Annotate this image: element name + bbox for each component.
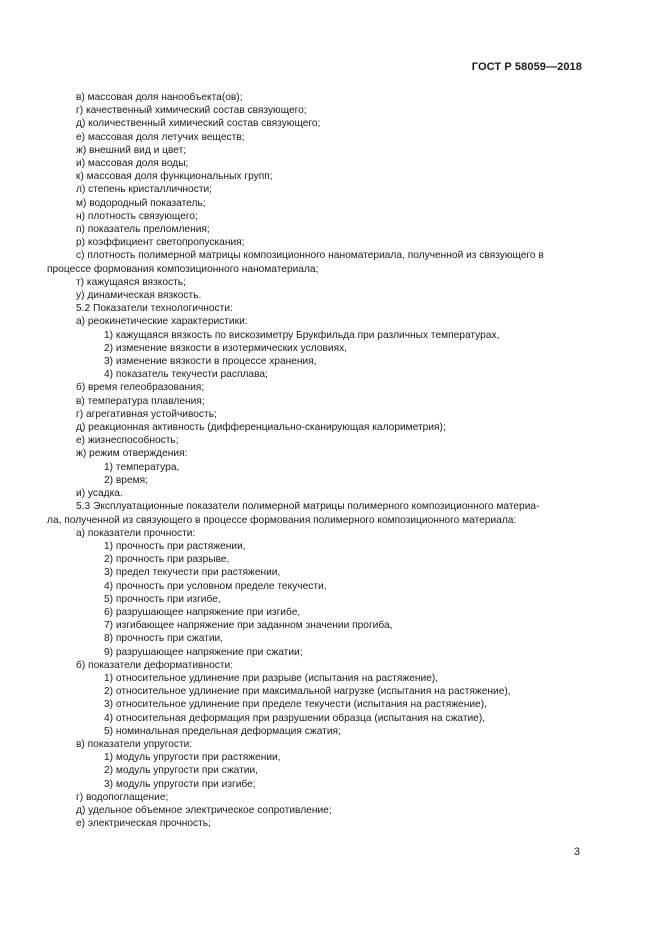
- paragraph: [0, 249, 661, 275]
- sub-list-item: 3) изменение вязкости в процессе хранения,: [104, 356, 317, 368]
- sub-list-item: 4) прочность при условном пределе текучести,: [104, 580, 327, 592]
- list-item: в) массовая доля нанообъекта(ов);: [76, 92, 243, 103]
- sub-list-item: 1) прочность при растяжении,: [104, 540, 246, 552]
- list-item: ж) внешний вид и цвет;: [76, 144, 187, 156]
- list-item: б) показатели деформативности:: [76, 659, 234, 671]
- paragraph: [0, 500, 661, 526]
- sub-list-item: 4) относительная деформация при разрушении образца (испытания на сжатие),: [104, 712, 486, 724]
- sub-list-item: 3) предел текучести при растяжении,: [104, 567, 281, 579]
- list-item: г) агрегативная устойчивость;: [76, 408, 217, 420]
- sub-list-item: 7) изгибающее напряжение при заданном значении прогиба,: [104, 620, 393, 632]
- list-item: у) динамическая вязкость.: [76, 290, 202, 302]
- list-item: е) жизнеспособность;: [76, 435, 179, 447]
- paragraph-continuation-line: ла, полученной из связующего в процессе формования полимерного композиционного материала:: [47, 514, 517, 526]
- sub-list-item: 9) разрушающее напряжение при сжатии;: [104, 646, 303, 658]
- list-item: р) коэффициент светопропускания;: [76, 237, 245, 249]
- list-item: а) реокинетические характеристики:: [76, 316, 248, 328]
- sub-list-item: 2) прочность при разрыве,: [104, 554, 230, 566]
- sub-list-item: 2) время;: [104, 474, 148, 486]
- list-item: в) показатели упругости:: [76, 738, 193, 750]
- sub-list-item: 3) модуль упругости при изгибе;: [104, 778, 256, 790]
- list-item: г) качественный химический состав связующего;: [76, 105, 307, 117]
- list-item: п) показатель преломления;: [76, 224, 210, 236]
- document-header-standard-number: ГОСТ Р 58059—2018: [471, 61, 582, 73]
- list-item: в) температура плавления;: [76, 395, 205, 407]
- list-item: и) массовая доля воды;: [76, 158, 189, 170]
- sub-list-item: 2) изменение вязкости в изотермических условиях,: [104, 342, 348, 354]
- list-item: е) массовая доля летучих веществ;: [76, 131, 245, 143]
- page-number: 3: [573, 846, 580, 858]
- list-item: м) водородный показатель;: [76, 197, 206, 209]
- sub-list-item: 1) модуль упругости при растяжении,: [104, 752, 281, 764]
- list-item: г) водопоглащение;: [76, 791, 169, 803]
- paragraph-line: 5.3 Эксплуатационные показатели полимерной матрицы полимерного композиционного материа-: [76, 501, 540, 513]
- list-item: и) усадка.: [76, 488, 123, 500]
- list-item: д) удельное объемное электрическое сопротивление;: [76, 804, 332, 816]
- list-item: к) массовая доля функциональных групп;: [76, 171, 273, 183]
- sub-list-item: 4) показатель текучести расплава;: [104, 369, 268, 381]
- sub-list-item: 6) разрушающее напряжение при изгибе,: [104, 606, 301, 618]
- sub-list-item: 5) номинальная предельная деформация сжатия;: [104, 725, 341, 737]
- sub-list-item: 1) относительное удлинение при разрыве (испытания на растяжение),: [104, 672, 439, 684]
- sub-list-item: 2) модуль упругости при сжатии,: [104, 765, 258, 777]
- list-item: а) показатели прочности:: [76, 527, 196, 539]
- list-item: т) кажущаяся вязкость;: [76, 276, 186, 288]
- list-item: 5.2 Показатели технологичности:: [76, 303, 233, 315]
- sub-list-item: 5) прочность при изгибе,: [104, 593, 221, 605]
- list-item: д) количественный химический состав связующего;: [76, 118, 321, 130]
- document-body: [0, 91, 661, 830]
- sub-list-item: 3) относительное удлинение при пределе текучести (испытания на растяжение),: [104, 699, 487, 711]
- list-item: б) время гелеобразования;: [76, 382, 205, 394]
- paragraph-line: с) плотность полимерной матрицы композиционного наноматериала, полученной из связующего в: [76, 250, 544, 262]
- list-item: ж) режим отверждения:: [76, 448, 188, 460]
- list-item: е) электрическая прочность;: [76, 818, 211, 830]
- paragraph-continuation-line: процессе формования композиционного наноматериала;: [47, 263, 319, 275]
- sub-list-item: 2) относительное удлинение при максимальной нагрузке (испытания на растяжение),: [104, 686, 511, 698]
- sub-list-item: 1) температура,: [104, 461, 180, 473]
- sub-list-item: 8) прочность при сжатии,: [104, 633, 224, 645]
- list-item: л) степень кристалличности;: [76, 184, 213, 196]
- list-item: д) реакционная активность (дифференциально-сканирующая калориметрия);: [76, 422, 446, 434]
- list-item: н) плотность связующего;: [76, 210, 198, 222]
- sub-list-item: 1) кажущаяся вязкость по вискозиметру Брукфильда при различных температурах,: [104, 329, 500, 341]
